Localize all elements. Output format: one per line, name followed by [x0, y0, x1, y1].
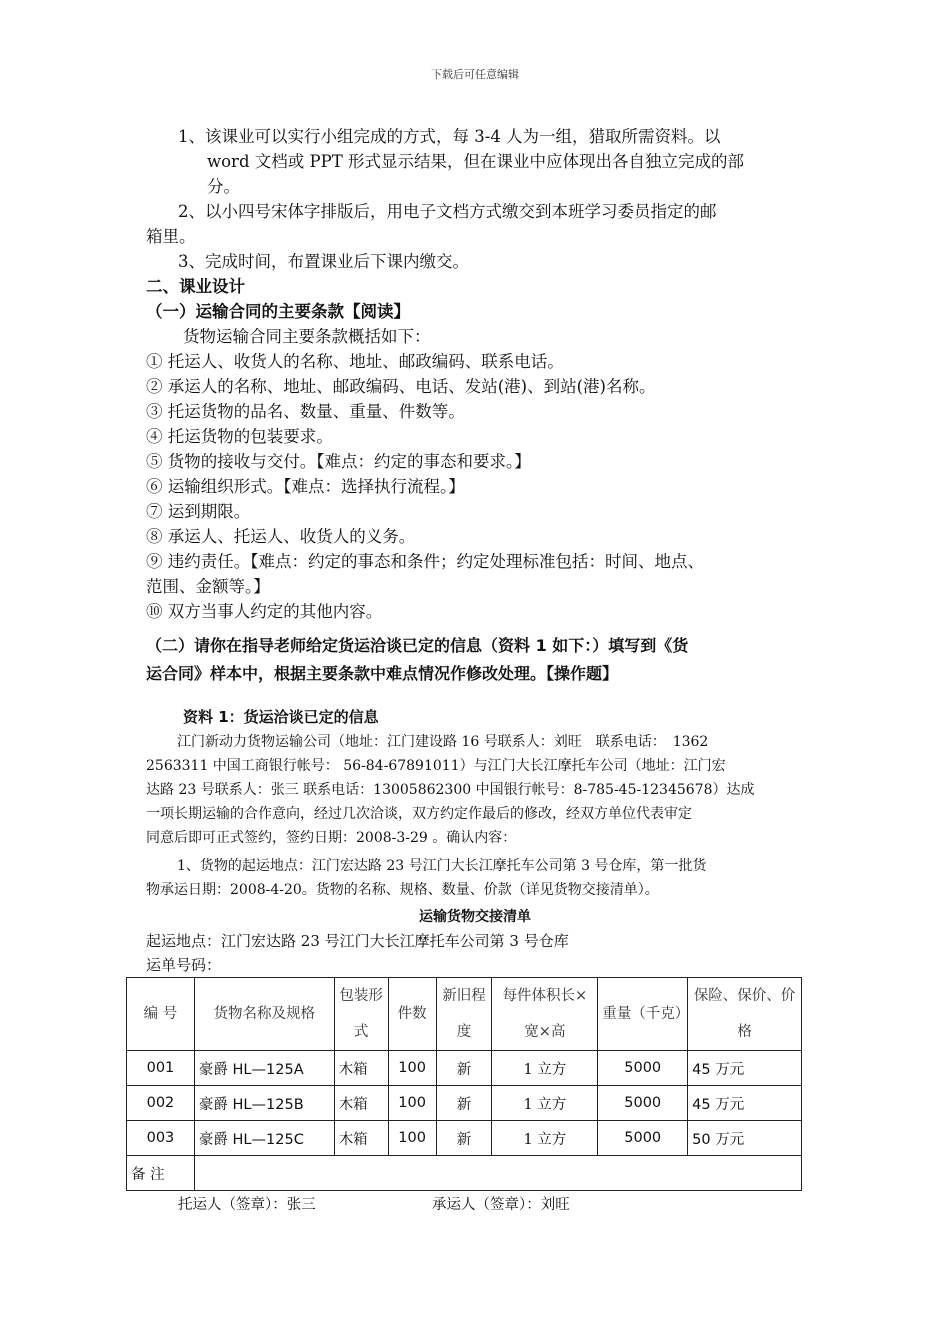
cargo-table — [126, 977, 802, 1191]
cell-value: 45 万元 — [688, 1086, 802, 1121]
clause-item: ⑦ 运到期限。 — [146, 502, 251, 521]
cell-id: 002 — [127, 1086, 195, 1121]
cell-volume: 1 立方 — [492, 1051, 598, 1086]
cell-name: 豪爵 HL—125B — [194, 1086, 334, 1121]
cell-package: 木箱 — [334, 1051, 388, 1086]
cell-volume: 1 立方 — [492, 1086, 598, 1121]
subsection-1-title: （一）运输合同的主要条款【阅读】 — [146, 302, 410, 321]
table-header-row — [127, 978, 802, 1051]
clause-item: ⑨ 违约责任。【难点：约定的事态和条件；约定处理标准包括：时间、地点、 — [146, 552, 704, 571]
requirement-2-line2: 箱里。 — [146, 227, 196, 246]
cell-weight: 5000 — [598, 1121, 688, 1156]
clause-item: ⑧ 承运人、托运人、收货人的义务。 — [146, 527, 416, 546]
clause-item: ① 托运人、收货人的名称、地址、邮政编码、联系电话。 — [146, 352, 564, 371]
cell-id: 003 — [127, 1121, 195, 1156]
cell-count: 100 — [388, 1051, 436, 1086]
cell-value: 50 万元 — [688, 1121, 802, 1156]
cell-value: 45 万元 — [688, 1051, 802, 1086]
cell-package: 木箱 — [334, 1121, 388, 1156]
clause-item-continued: 范围、金额等。】 — [146, 577, 270, 596]
cell-count: 100 — [388, 1121, 436, 1156]
material-line: 2563311 中国工商银行帐号： 56-84-67891011）与江门大长江摩托车公司（地址：江门宏 — [146, 758, 726, 774]
material-title: 资料 1：货运洽谈已定的信息 — [183, 708, 379, 726]
header-cell: 新旧程度 — [436, 978, 492, 1051]
clause-item: ③ 托运货物的品名、数量、重量、件数等。 — [146, 402, 465, 421]
waybill-label: 运单号码： — [146, 956, 222, 974]
requirement-3: 3、完成时间，布置课业后下课内缴交。 — [178, 252, 469, 271]
clause-item: ⑩ 双方当事人约定的其他内容。 — [146, 602, 383, 621]
cell-count: 100 — [388, 1086, 436, 1121]
cell-weight: 5000 — [598, 1051, 688, 1086]
header-cell: 编 号 — [127, 978, 195, 1051]
material-line: 一项长期运输的合作意向，经过几次洽谈，双方约定作最后的修改，经双方单位代表审定 — [146, 806, 692, 822]
cell-name: 豪爵 HL—125C — [194, 1121, 334, 1156]
subsection-2-title-line2: 运合同》样本中，根据主要条款中难点情况作修改处理。【操作题】 — [146, 664, 619, 683]
carrier-signature: 承运人（签章）：刘旺 — [432, 1197, 570, 1213]
clause-item: ⑥ 运输组织形式。【难点：选择执行流程。】 — [146, 477, 465, 496]
material-line: 1、货物的起运地点：江门宏达路 23 号江门大长江摩托车公司第 3 号仓库，第一批货 — [177, 858, 707, 874]
table-row — [127, 1051, 802, 1086]
cell-volume: 1 立方 — [492, 1121, 598, 1156]
material-line: 江门新动力货物运输公司（地址：江门建设路 16 号联系人：刘旺 联系电话： 1362 — [177, 734, 709, 750]
remark-row — [127, 1156, 802, 1191]
requirement-1-line3: 分。 — [207, 177, 240, 196]
header-cell: 保险、保价、价格 — [688, 978, 802, 1051]
cell-package: 木箱 — [334, 1086, 388, 1121]
header-cell: 货物名称及规格 — [194, 978, 334, 1051]
remark-cell — [194, 1156, 801, 1191]
page-header: 下载后可任意编辑 — [431, 68, 519, 81]
shipper-signature: 托运人（签章）：张三 — [178, 1197, 316, 1213]
table-row — [127, 1121, 802, 1156]
clause-item: ④ 托运货物的包装要求。 — [146, 427, 333, 446]
requirement-1-line1: 1、该课业可以实行小组完成的方式，每 3-4 人为一组，猎取所需资料。以 — [178, 127, 721, 146]
material-line: 物承运日期：2008-4-20。货物的名称、规格、数量、价款（详见货物交接清单）。 — [146, 882, 659, 898]
header-cell: 每件体积长×宽×高 — [492, 978, 598, 1051]
requirement-1-line2: word 文档或 PPT 形式显示结果，但在课业中应体现出各自独立完成的部 — [207, 152, 744, 171]
material-line: 达路 23 号联系人：张三 联系电话：13005862300 中国银行帐号：8-785-45-12345678）达成 — [146, 782, 755, 798]
header-cell: 件数 — [388, 978, 436, 1051]
subsection-1-intro: 货物运输合同主要条款概括如下： — [183, 327, 431, 346]
cell-condition: 新 — [436, 1121, 492, 1156]
clause-item: ⑤ 货物的接收与交付。【难点：约定的事态和要求。】 — [146, 452, 531, 471]
section-title: 二、课业设计 — [146, 277, 245, 296]
cell-condition: 新 — [436, 1086, 492, 1121]
header-cell: 重量（千克） — [598, 978, 688, 1051]
remark-label: 备 注 — [127, 1156, 195, 1191]
cell-id: 001 — [127, 1051, 195, 1086]
table-row — [127, 1086, 802, 1121]
table-title: 运输货物交接清单 — [419, 909, 531, 925]
clause-item: ② 承运人的名称、地址、邮政编码、电话、发站(港)、到站(港)名称。 — [146, 377, 656, 396]
material-line: 同意后即可正式签约，签约日期：2008-3-29 。确认内容： — [146, 830, 517, 846]
cell-condition: 新 — [436, 1051, 492, 1086]
subsection-2-title-line1: （二）请你在指导老师给定货运洽谈已定的信息（资料 1 如下：）填写到《货 — [146, 636, 689, 655]
requirement-2-line1: 2、以小四号宋体字排版后，用电子文档方式缴交到本班学习委员指定的邮 — [178, 202, 717, 221]
header-cell: 包装形式 — [334, 978, 388, 1051]
cell-weight: 5000 — [598, 1086, 688, 1121]
origin-line: 起运地点：江门宏达路 23 号江门大长江摩托车公司第 3 号仓库 — [146, 932, 569, 950]
cell-name: 豪爵 HL—125A — [194, 1051, 334, 1086]
